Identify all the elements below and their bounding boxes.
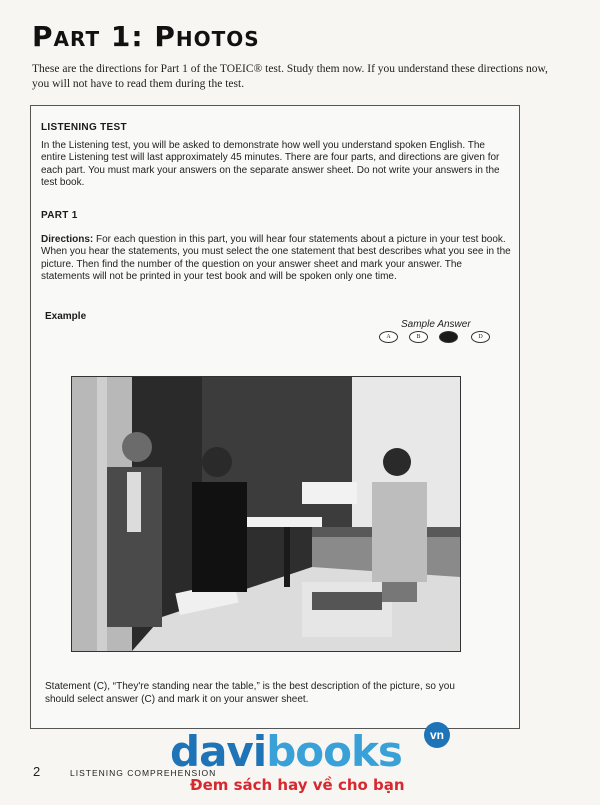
watermark-brand-part1: davi xyxy=(170,727,267,776)
example-statement: Statement (C), “They're standing near the table,” is the best description of the picture, so you should select answer (C) and mark it on your answer sheet. xyxy=(45,681,455,705)
watermark-brand-part2: books xyxy=(266,727,402,776)
part-heading: PART 1 xyxy=(41,210,78,221)
directions-text: For each question in this part, you will hear four statements about a picture in your test book. When you hear the statements, you must select the one statement that best describes what you see in the picture. Then find the number of the question on your answer sheet and mark your answer. The statements will not be printed in your test book and will be spoken only one time. xyxy=(41,234,511,283)
page-title: Part 1: Photos xyxy=(32,20,260,53)
directions-label: Directions: xyxy=(41,234,94,245)
example-photo xyxy=(71,376,461,652)
listening-test-heading: LISTENING TEST xyxy=(41,122,127,133)
answer-bubble-a: A xyxy=(379,331,398,343)
directions-box xyxy=(30,105,520,729)
intro-text: These are the directions for Part 1 of the TOEIC® test. Study them now. If you understand these directions now, you will not have to read them during the test. xyxy=(32,63,548,90)
listening-test-text: In the Listening test, you will be asked to demonstrate how well you understand spoken English. The entire Listening test will last approximately 45 minutes. There are four parts, and directions are given for each part. You must mark your answers on the separate answer sheet. Do not write your answers in the test book. xyxy=(41,140,500,189)
directions-paragraph xyxy=(41,234,511,284)
watermark-logo xyxy=(170,728,402,776)
watermark-tagline: Đem sách hay về cho bạn xyxy=(190,776,405,794)
example-label: Example xyxy=(45,311,87,322)
sample-answer-bubbles xyxy=(379,331,491,343)
watermark-vn-badge: vn xyxy=(424,722,450,748)
sample-answer-label: Sample Answer xyxy=(401,319,471,330)
answer-bubble-b: B xyxy=(409,331,428,343)
footer-section-label: LISTENING COMPREHENSION xyxy=(70,768,217,778)
page-number: 2 xyxy=(33,764,41,779)
answer-bubble-d: D xyxy=(471,331,490,343)
answer-bubble-c-selected: C xyxy=(439,331,458,343)
